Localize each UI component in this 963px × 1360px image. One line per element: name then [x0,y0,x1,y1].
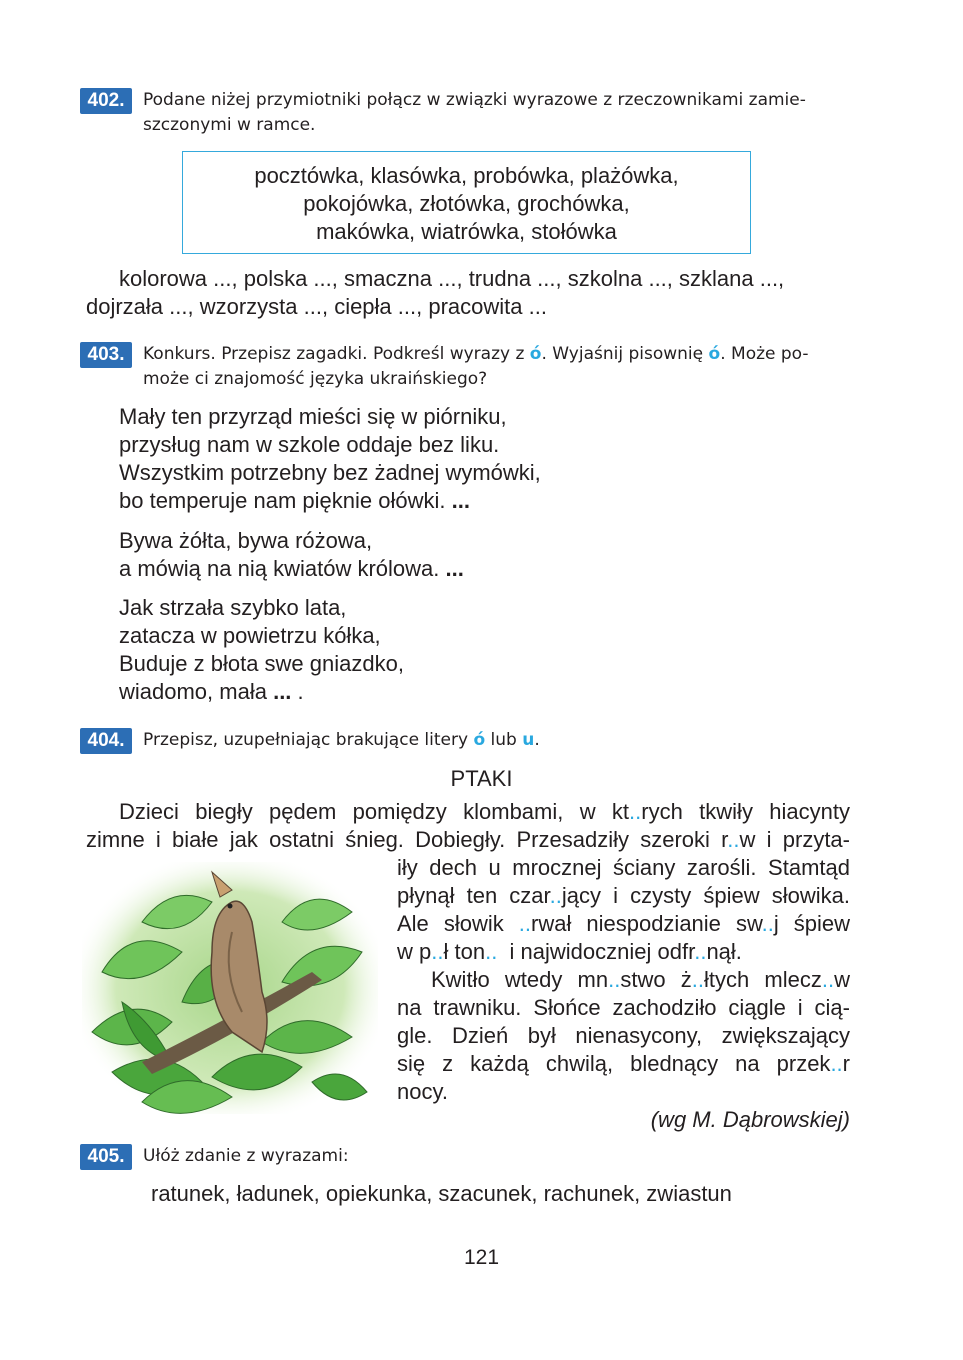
instruction-line-1 [143,342,855,367]
instruction-line-2: szczonymi w ramce. [143,115,316,135]
story-line: na trawniku. Słońce zachodziło ciągle i cią- [397,995,850,1020]
missing-letter-gap: .. [830,1051,843,1076]
missing-letter-gap: .. [431,939,444,964]
box-line: pocztówka, klasówka, probówka, plażówka, [254,163,679,188]
adjectives-line-2: dojrzała ..., wzorzysta ..., ciepła ..., pracowita ... [86,294,547,319]
riddle-line [119,488,470,514]
story-line: Kwitło wtedy mn..stwo ż..łtych mlecz..w [431,967,850,992]
exercise-405-instruction: Ułóż zdanie z wyrazami: [143,1146,349,1166]
highlight-letter-o: ó [529,344,542,364]
highlight-letter-o: ó [473,730,486,750]
riddle-line: zatacza w powietrzu kółka, [119,623,381,648]
exercise-number-405: 405. [80,1144,132,1170]
nightingale-illustration [82,862,378,1114]
instruction-line-1: Podane niżej przymiotniki połącz w związki wyrazowe z rzeczownikami zamie- [143,90,806,110]
story-line: się z każdą chwilą, blednący na przek..r [397,1051,850,1076]
exercise-402-instruction [143,88,855,138]
exercise-number-403: 403. [80,342,132,368]
missing-letter-gap: .. [761,911,774,936]
story-title: PTAKI [450,766,513,791]
story-line: Dzieci biegły pędem pomiędzy klombami, w kt..rych tkwiły hiacynty [119,799,850,824]
page-number: 121 [463,1246,500,1269]
word-box-402 [182,151,751,254]
highlight-letter-o: ó [708,344,721,364]
missing-letter-gap: .. [694,939,707,964]
instruction-line-1 [143,728,855,753]
instruction-text: Konkurs. Przepisz zagadki. Podkreśl wyrazy z [143,344,530,364]
riddle-text: bo temperuje nam pięknie ołówki. [119,488,446,513]
instruction-text: lub [485,730,523,750]
answer-gap: ... [273,679,292,704]
missing-letter-gap: .. [485,939,498,964]
story-line: iły dech u mrocznej ściany zarośli. Stamtąd [397,855,850,880]
box-line: pokojówka, złotówka, grochówka, [303,191,630,216]
riddle-line: Bywa żółta, bywa różowa, [119,528,373,553]
story-line: gle. Dzień był nienasycony, zwiększający [397,1023,850,1048]
riddle-line: Wszystkim potrzebny bez żadnej wymówki, [119,460,541,485]
exercise-403-instruction [143,342,855,392]
riddle-text: a mówią na nią kwiatów królowa. [119,556,440,581]
story-line: zimne i białe jak ostatni śnieg. Dobiegły. Przesadziły szeroki r..w i przyta- [86,827,850,852]
riddle-line: Jak strzała szybko lata, [119,595,347,620]
exercise-405-words: ratunek, ładunek, opiekunka, szacunek, rachunek, zwiastun [151,1181,732,1206]
missing-letter-gap: .. [821,967,835,992]
missing-letter-gap: .. [629,799,642,824]
exercise-number-402: 402. [80,88,132,114]
answer-gap: ... [451,488,470,513]
story-line: nocy. [397,1079,448,1104]
missing-letter-gap: .. [549,883,562,908]
exercise-number-404: 404. [80,728,132,754]
instruction-line-2: może ci znajomość języka ukraińskiego? [143,369,488,389]
missing-letter-gap: .. [518,911,531,936]
answer-gap: ... [445,556,464,581]
box-line: makówka, wiatrówka, stołówka [316,219,617,244]
author-credit: (wg M. Dąbrowskiej) [650,1107,850,1132]
instruction-text: . Wyjaśnij pisownię [541,344,709,364]
exercise-404-instruction [143,728,855,753]
riddle-line: Buduje z błota swe gniazdko, [119,651,404,676]
instruction-text: . [534,730,540,750]
missing-letter-gap: .. [608,967,621,992]
instruction-text: Przepisz, uzupełniając brakujące litery [143,730,474,750]
missing-letter-gap: .. [691,967,704,992]
riddle-text: wiadomo, mała [119,679,267,704]
missing-letter-gap: .. [727,827,740,852]
story-line: w p..ł ton.. i najwidoczniej odfr..nął. [397,939,742,964]
highlight-letter-u: u [522,730,535,750]
riddle-line [119,556,464,582]
riddle-line: przysług nam w szkole oddaje bez liku. [119,432,500,457]
riddle-line: Mały ten przyrząd mieści się w piórniku, [119,404,507,429]
adjectives-line-1: kolorowa ..., polska ..., smaczna ..., trudna ..., szkolna ..., szklana ..., [119,266,785,291]
riddle-text: . [291,679,304,704]
story-line: Ale słowik ..rwał niespodzianie sw..j śpiew [397,911,851,936]
story-line: płynął ten czar..jący i czysty śpiew słowika. [397,883,850,908]
riddle-line [119,679,304,705]
instruction-text: . Może po- [720,344,809,364]
